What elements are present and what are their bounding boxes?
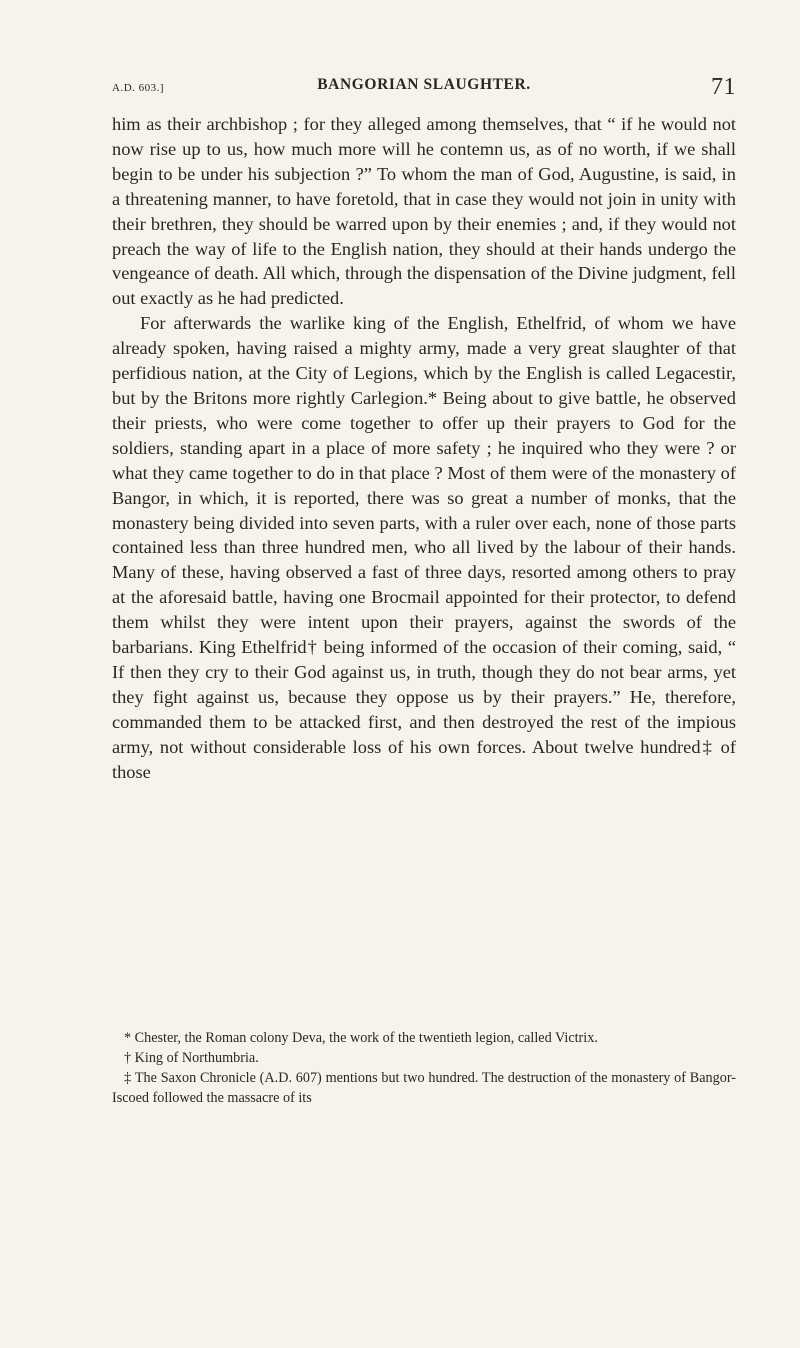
running-head <box>112 76 736 102</box>
footnotes <box>112 1028 736 1108</box>
footnote: ‡ The Saxon Chronicle (A.D. 607) mentions but two hundred. The destruction of the monastery of Bangor-Iscoed followed the massacre of its <box>112 1070 736 1106</box>
running-head-title: BANGORIAN SLAUGHTER. <box>317 76 531 93</box>
footnote: † King of Northumbria. <box>124 1050 259 1066</box>
paragraph: For afterwards the warlike king of the English, Ethelfrid, of whom we have already spoken, having raised a mighty army, made a very great slaughter of that perfidious nation, at the City of Legions, which by the English is called Legacestir, but by the Britons more rightly Carlegion.* Being about to give battle, he observed their priests, who were come together to offer up their prayers to God for the soldiers, standing apart in a place of more safety ; he inquired who they were ? or what they came together to do in that place ? Most of them were of the monastery of Bangor, in which, it is reported, there was so great a number of monks, that the monastery being divided into seven parts, with a ruler over each, none of those parts contained less than three hundred men, who all lived by the labour of their hands. Many of these, having observed a fast of three days, resorted among others to pray at the aforesaid battle, having one Brocmail appointed for their protector, to defend them whilst they were intent upon their prayers, against the swords of the barbarians. King Ethelfrid† being informed of the occasion of their coming, said, “ If then they cry to their God against us, in truth, though they do not bear arms, yet they fight against us, because they oppose us by their prayers.” He, therefore, commanded them to be attacked first, and then destroyed the rest of the impious army, not without considerable loss of his own forces. About twelve hundred‡ of those <box>112 313 736 782</box>
page-number: 71 <box>711 74 736 100</box>
paragraph: him as their archbishop ; for they alleged among themselves, that “ if he would not now rise up to us, how much more will he contemn us, as of no worth, if we shall begin to be under his subjection ?” To whom the man of God, Augustine, is said, in a threatening manner, to have foretold, that in case they would not join in unity with their brethren, they should be warred upon by their enemies ; and, if they would not preach the way of life to the English nation, they should at their hands undergo the vengeance of death. All which, through the dispensation of the Divine judgment, fell out exactly as he had predicted. <box>112 114 736 309</box>
running-head-date: A.D. 603.] <box>112 82 165 94</box>
body-text <box>112 112 736 784</box>
footnote: * Chester, the Roman colony Deva, the work of the twentieth legion, called Victrix. <box>124 1030 598 1046</box>
